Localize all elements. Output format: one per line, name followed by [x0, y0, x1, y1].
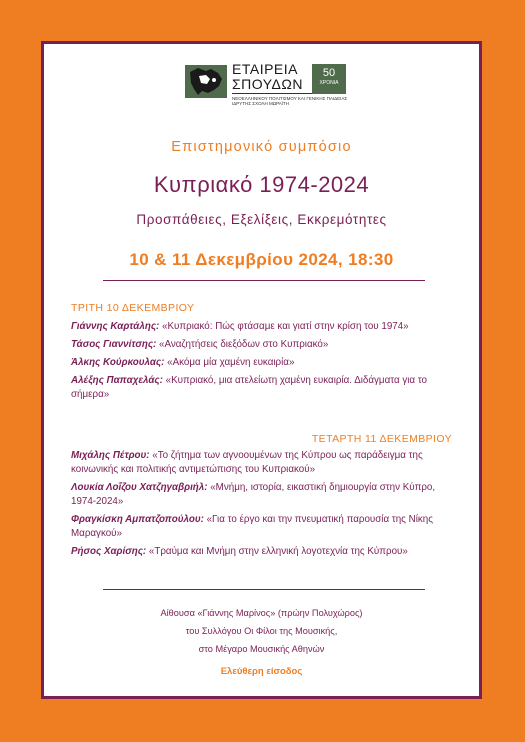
divider-top	[103, 280, 425, 281]
talk-topic: «Κυπριακό, μια ατελείωτη χαμένη ευκαιρία. Διδάγματα για το σήμερα»	[71, 375, 428, 400]
talk-item	[71, 449, 461, 477]
talk-topic: «Κυπριακό: Πώς φτάσαμε και γιατί στην κρίση του 1974»	[159, 321, 409, 332]
talk-item	[71, 545, 461, 559]
badge-number: 50	[322, 67, 336, 79]
logo-title-line2: ΣΠΟΥΔΩΝ	[232, 76, 303, 92]
organization-logo	[184, 60, 384, 120]
talk-speaker: Αλέξης Παπαχελάς:	[71, 375, 163, 386]
talk-topic: «Μνήμη, ιστορία, εικαστική δημιουργία στην Κύπρο, 1974-2024»	[71, 482, 436, 507]
talk-topic: «Το ζήτημα των αγνοουμένων της Κύπρου ως παράδειγμα της κοινωνικής και πολιτικής αντιμετώπισης του Κυπριακού»	[71, 450, 423, 475]
logo-subtitle-1: ΝΕΟΕΛΛΗΝΙΚΟΥ ΠΟΛΙΤΙΣΜΟΥ ΚΑΙ ΓΕΝΙΚΗΣ ΠΑΙΔΕΙΑΣ	[232, 96, 348, 101]
talk-speaker: Ρήσος Χαρίσης:	[71, 546, 147, 557]
day2-talk-list	[71, 449, 461, 563]
talk-speaker: Άλκης Κούρκουλας:	[71, 357, 165, 368]
logo-title	[232, 62, 303, 92]
talk-topic: «Τραύμα και Μνήμη στην ελληνική λογοτεχνία της Κύπρου»	[146, 546, 408, 557]
logo-rule	[232, 93, 318, 94]
logo-subtitle-2: ΙΔΡΥΤΗΣ ΣΧΟΛΗ ΜΩΡΑΪΤΗ	[232, 101, 290, 106]
talk-speaker: Γιάννης Καρτάλης:	[71, 321, 160, 332]
free-entry-note: Ελεύθερη είσοδος	[220, 666, 303, 677]
talk-topic: «Για το έργο και την πνευματική παρουσία της Νίκης Μαραγκού»	[71, 514, 433, 539]
poster-card	[41, 41, 482, 699]
day1-heading: ΤΡΙΤΗ 10 ΔΕΚΕΜΒΡΙΟΥ	[71, 302, 195, 314]
badge-text: ΧΡΟΝΙΑ	[319, 80, 339, 86]
talk-item	[71, 320, 461, 334]
divider-bottom	[103, 589, 425, 590]
talk-item	[71, 374, 461, 402]
talk-item	[71, 481, 461, 509]
talk-item	[71, 513, 461, 541]
talk-topic: «Ακόμα μία χαμένη ευκαιρία»	[164, 357, 295, 368]
event-type: Επιστημονικό συμπόσιο	[171, 139, 352, 155]
map-emblem-icon	[184, 62, 228, 100]
talk-speaker: Τάσος Γιαννίτσης:	[71, 339, 157, 350]
talk-speaker: Μιχάλης Πέτρου:	[71, 450, 150, 461]
event-datetime: 10 & 11 Δεκεμβρίου 2024, 18:30	[129, 250, 394, 269]
day2-heading: ΤΕΤΑΡΤΗ 11 ΔΕΚΕΜΒΡΙΟΥ	[311, 433, 452, 445]
logo-title-line1: ΕΤΑΙΡΕΙΑ	[232, 61, 298, 77]
talk-item	[71, 338, 461, 352]
event-subtitle: Προσπάθειες, Εξελίξεις, Εκκρεμότητες	[136, 212, 387, 227]
venue-info	[44, 604, 479, 658]
talk-item	[71, 356, 461, 370]
venue-line-1: Αίθουσα «Γιάννης Μαρίνος» (πρώην Πολυχώρος)	[160, 608, 363, 618]
anniversary-badge	[312, 64, 346, 94]
venue-line-3: στο Μέγαρο Μουσικής Αθηνών	[198, 644, 325, 654]
talk-speaker: Λουκία Λοΐζου Χατζηγαβριήλ:	[71, 482, 208, 493]
talk-topic: «Αναζητήσεις διεξόδων στο Κυπριακό»	[156, 339, 329, 350]
day1-talk-list	[71, 320, 461, 406]
venue-line-2: του Συλλόγου Οι Φίλοι της Μουσικής,	[185, 626, 338, 636]
event-title: Κυπριακό 1974-2024	[153, 172, 370, 197]
talk-speaker: Φραγκίσκη Αμπατζοπούλου:	[71, 514, 204, 525]
